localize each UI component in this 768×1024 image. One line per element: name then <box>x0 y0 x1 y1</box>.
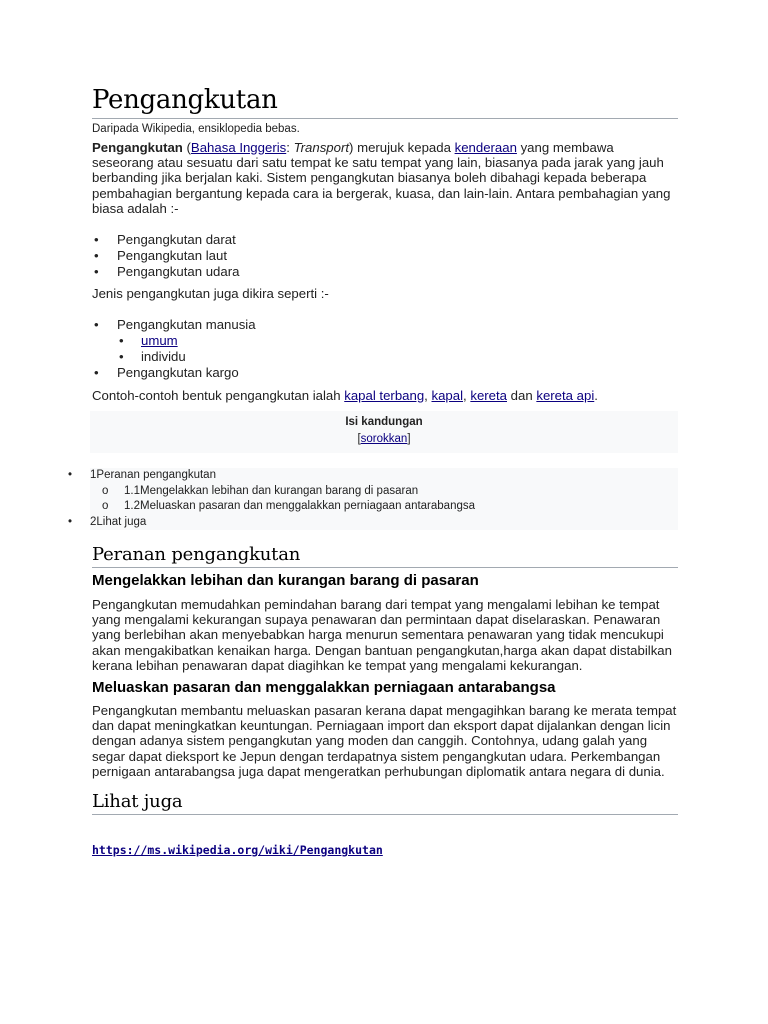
toc-bracket-open: [ <box>357 432 361 445</box>
link-bahasa-inggeris[interactable]: Bahasa Inggeris <box>190 140 287 155</box>
link-kereta-api[interactable]: kereta api <box>536 387 595 403</box>
toc-hide-link[interactable]: sorokkan <box>360 432 408 445</box>
section-heading-peranan: Peranan pengangkutan <box>92 544 678 568</box>
source-url-link[interactable]: https://ms.wikipedia.org/wiki/Pengangkutan <box>92 843 383 858</box>
examples-suffix: . <box>594 387 598 403</box>
link-kapal[interactable]: kapal <box>431 387 464 403</box>
intro-paragraph <box>92 140 678 216</box>
tagline: Daripada Wikipedia, ensiklopedia bebas. <box>92 123 300 135</box>
examples-paragraph <box>92 388 678 403</box>
toc-item[interactable] <box>90 484 678 500</box>
bullet-icon: • <box>68 515 73 528</box>
circle-bullet-icon: o <box>102 484 109 497</box>
intro-after-term: ) merujuk kepada <box>349 140 455 155</box>
toc-toggle <box>90 430 678 449</box>
toc-box <box>90 411 678 453</box>
toc-item-label: 2Lihat juga <box>90 515 147 528</box>
examples-sep: dan <box>507 387 537 403</box>
list-item <box>92 317 678 366</box>
manusia-sublist <box>117 333 678 365</box>
list-item: • Pengangkutan udara <box>92 264 678 280</box>
list-item: • Pengangkutan laut <box>92 248 678 264</box>
examples-prefix: Contoh-contoh bentuk pengangkutan ialah <box>92 387 345 403</box>
source-url-row <box>92 841 678 859</box>
intro-rest: yang membawa seseorang atau sesuatu dari satu tempat ke satu tempat yang lain, biasanya pada jarak yang jauh berbanding jika berjalan kaki. Sistem pengangkutan biasanya boleh dibahagi kepada beberapa pembahagian bergantung kepada cara ia bergerak, kuasa, dan lain-lain. Antara pembahagian yang biasa adalah :- <box>92 140 671 216</box>
types-intro: Jenis pengangkutan juga dikira seperti :- <box>92 285 329 301</box>
intro-open-paren: ( <box>182 140 191 155</box>
toc-item-label: 1.1Mengelakkan lebihan dan kurangan barang di pasaran <box>124 484 419 497</box>
type-manusia: Pengangkutan manusia <box>117 316 256 332</box>
toc-title: Isi kandungan <box>345 415 423 428</box>
toc-item-label: 1.2Meluaskan pasaran dan menggalakkan perniagaan antarabangsa <box>124 500 476 512</box>
examples-sep: , <box>424 387 432 403</box>
toc-item[interactable] <box>90 499 678 515</box>
toc-item[interactable] <box>68 515 678 531</box>
toc-bracket-close: ] <box>407 432 411 445</box>
link-kapal-terbang[interactable]: kapal terbang <box>344 387 425 403</box>
list-item: • Pengangkutan darat <box>92 232 678 248</box>
list-item: • Pengangkutan kargo <box>92 365 678 381</box>
list-item: • individu <box>117 349 678 365</box>
subsection-heading-mengelakkan: Mengelakkan lebihan dan kurangan barang di pasaran <box>92 572 479 589</box>
bullet-icon: • <box>68 469 73 481</box>
divisions-list <box>92 232 678 281</box>
article <box>92 84 678 453</box>
page-title: Pengangkutan <box>92 84 678 119</box>
intro-english-term: Transport <box>293 140 350 155</box>
circle-bullet-icon: o <box>102 500 109 512</box>
article-sections <box>92 544 678 859</box>
link-umum[interactable]: umum <box>141 333 178 349</box>
intro-colon: : <box>286 140 294 155</box>
toc-item[interactable] <box>68 468 678 484</box>
subsection-heading-meluaskan: Meluaskan pasaran dan menggalakkan perniagaan antarabangsa <box>92 679 556 697</box>
link-kenderaan[interactable]: kenderaan <box>454 140 517 155</box>
list-item <box>117 333 678 349</box>
toc-item-label: 1Peranan pengangkutan <box>90 469 216 481</box>
toc-list <box>68 468 678 530</box>
link-kereta[interactable]: kereta <box>470 387 507 403</box>
section-heading-lihat-juga: Lihat juga <box>92 791 678 815</box>
examples-sep: , <box>463 387 471 403</box>
subsection-text-mengelakkan: Pengangkutan memudahkan pemindahan barang dari tempat yang mengalami lebihan ke tempat yang mengalami kekurangan supaya penawaran dan permintaan dapat diselaraskan. Penawaran yang berlebihan akan menyebabkan harga menurun sementara penawaran yang tidak mencukupi akan mengakibatkan kenaikan harga. Dengan bantuan pengangkutan,harga akan dapat distabilkan kerana lebihan penawaran dapat diagihkan ke tempat yang mengalami kekurangan. <box>92 597 672 673</box>
subsection-text-meluaskan: Pengangkutan membantu meluaskan pasaran kerana dapat mengagihkan barang ke merata tempat dan dapat meningkatkan keuntungan. Perniagaan import dan eksport dapat dijalankan dengan licin dengan adanya sistem pengangkutan yang moden dan canggih. Contohnya, udang galah yang segar dapat dieksport ke Jepun dengan terdapatnya sistem pengangkutan udara. Perkembangan pernigaan antarabangsa juga dapat mengeratkan perhubungan diplomatik antara negara di dunia. <box>92 703 677 779</box>
types-list <box>92 317 678 382</box>
intro-bold-term: Pengangkutan <box>92 140 183 155</box>
